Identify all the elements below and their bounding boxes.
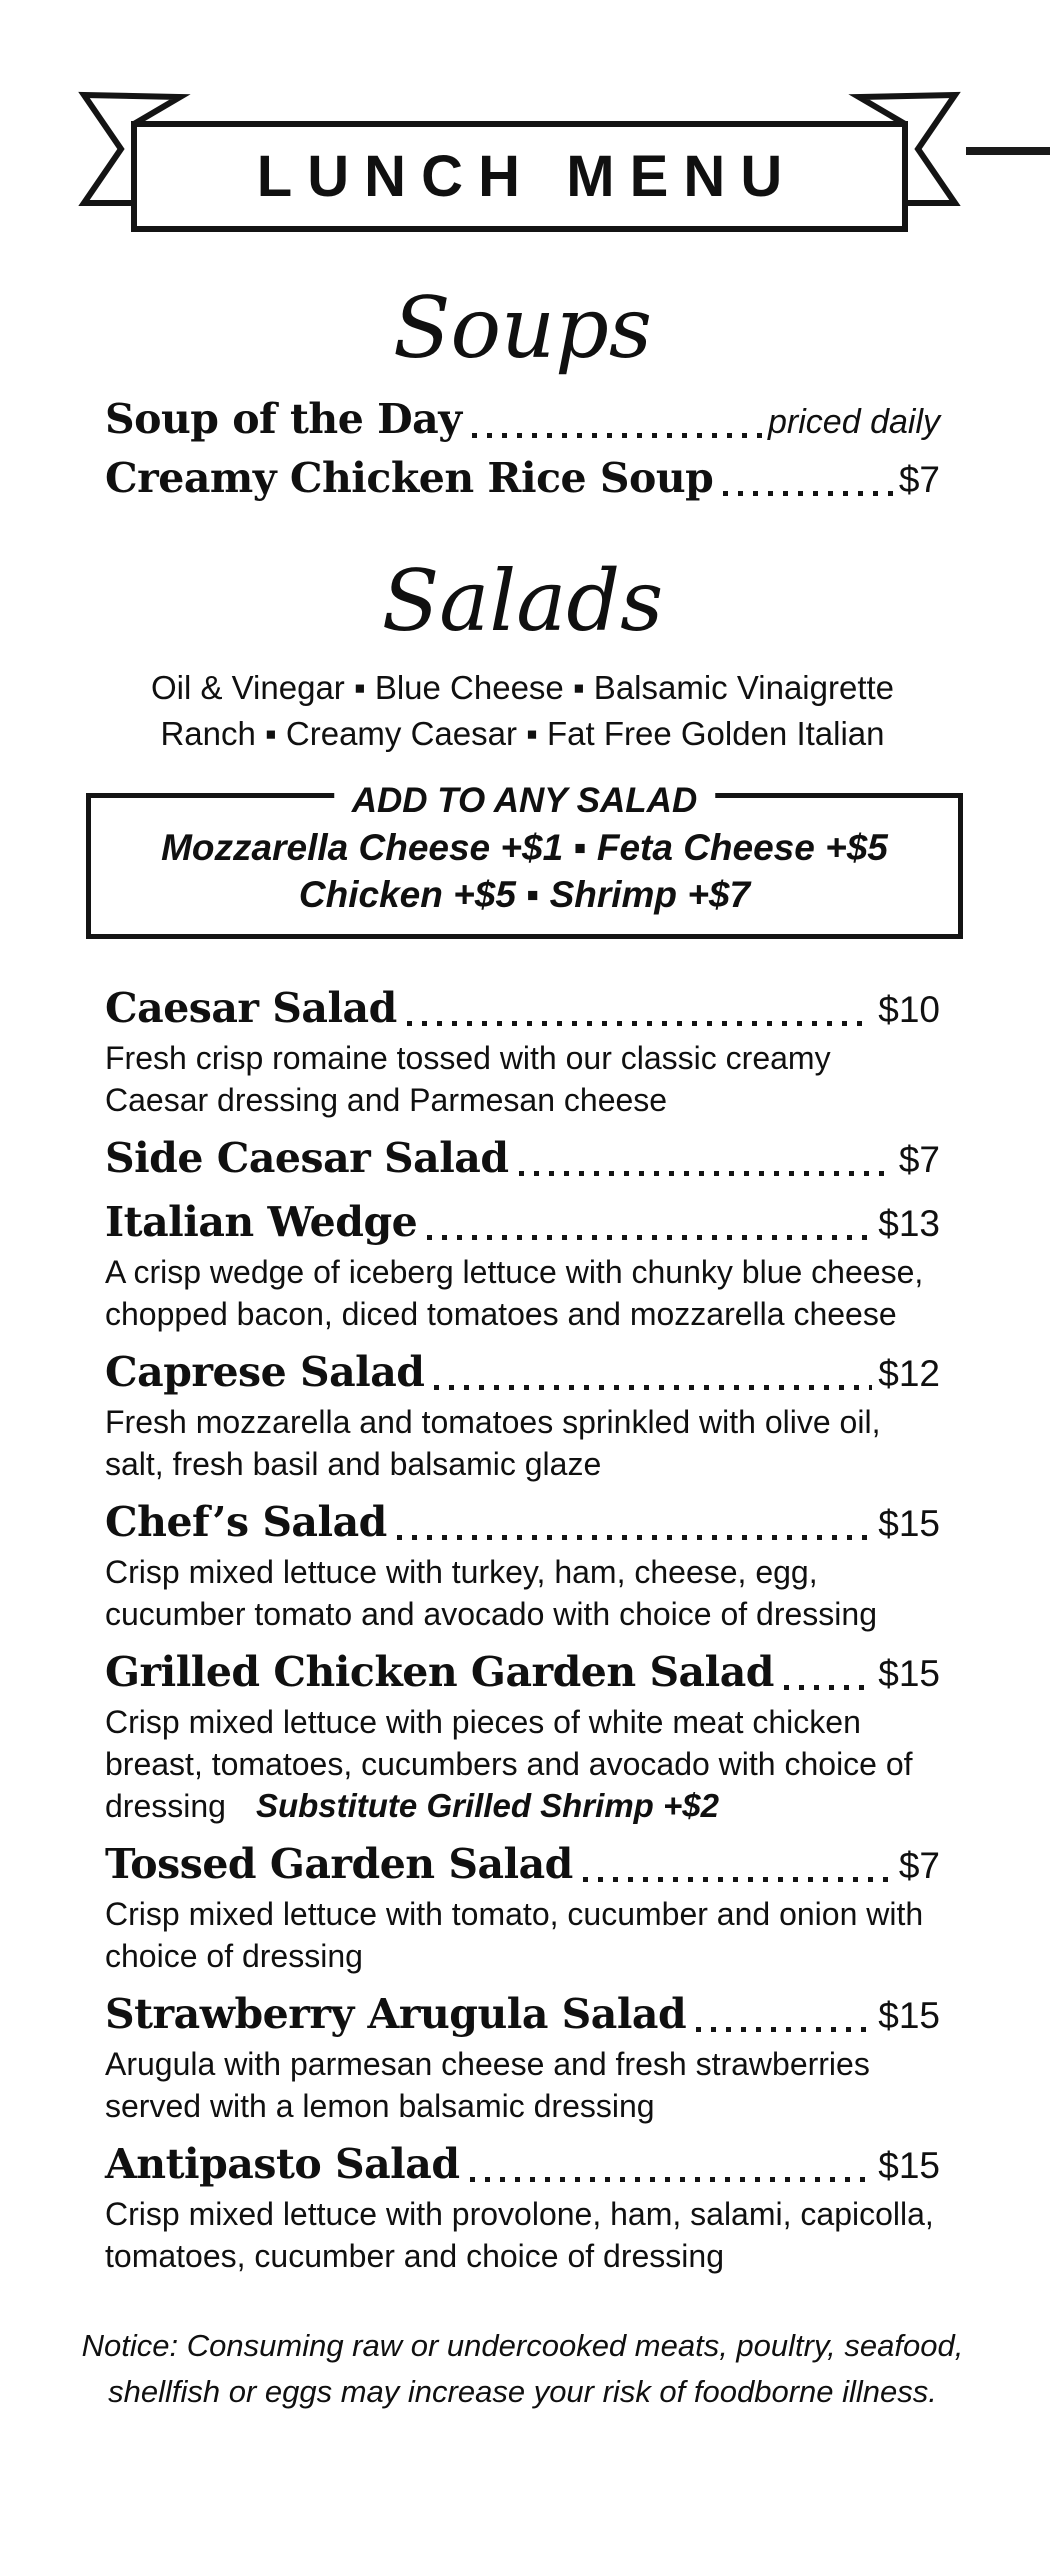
item-price: $12 xyxy=(878,1353,940,1394)
item-name: Caesar Salad xyxy=(105,984,397,1032)
item-description: Fresh mozzarella and tomatoes sprinkled with olive oil, salt, fresh basil and balsamic glaze xyxy=(105,1404,881,1482)
dressings-line: Oil & Vinegar ▪ Blue Cheese ▪ Balsamic Vinaigrette xyxy=(150,669,895,706)
dot-leader xyxy=(723,491,893,496)
item-description: Crisp mixed lettuce with turkey, ham, cheese, egg, cucumber tomato and avocado with choice of dressing xyxy=(105,1554,877,1632)
foodborne-illness-notice: Notice: Consuming raw or undercooked meats, poultry, seafood, shellfish or eggs may increase your risk of foodborne illness. xyxy=(81,2328,964,2409)
item-description: A crisp wedge of iceberg lettuce with chunky blue cheese, chopped bacon, diced tomatoes and mozzarella cheese xyxy=(105,1254,924,1332)
dot-leader xyxy=(470,2177,873,2182)
item-description: Fresh crisp romaine tossed with our classic creamy Caesar dressing and Parmesan cheese xyxy=(105,1040,831,1118)
dot-leader xyxy=(784,1685,872,1690)
item-description: Crisp mixed lettuce with tomato, cucumber and onion with choice of dressing xyxy=(105,1896,924,1974)
item-row xyxy=(105,983,940,1035)
dot-leader xyxy=(472,433,763,438)
item-substitution-note: Substitute Grilled Shrimp +$2 xyxy=(255,1787,719,1824)
item-name: Side Caesar Salad xyxy=(105,1134,509,1182)
menu-item-strawberry-arugula-salad xyxy=(105,1989,940,2127)
section-heading-salads: Salads xyxy=(381,552,664,650)
menu-item-caesar-salad xyxy=(105,983,940,1121)
item-price: $7 xyxy=(898,1845,940,1886)
item-name: Soup of the Day xyxy=(105,395,462,443)
dot-leader xyxy=(407,1021,872,1026)
menu-item-grilled-chicken-garden-salad xyxy=(105,1647,940,1827)
menu-item-antipasto-salad xyxy=(105,2139,940,2277)
section-heading-soups: Soups xyxy=(392,279,653,377)
add-to-any-salad-box xyxy=(86,781,963,939)
item-name: Antipasto Salad xyxy=(105,2140,460,2188)
menu-title: LUNCH MENU xyxy=(256,144,798,209)
menu-item-soup-of-the-day xyxy=(105,394,940,447)
add-box-line: Chicken +$5 ▪ Shrimp +$7 xyxy=(298,874,751,915)
item-row xyxy=(105,1197,940,1249)
dot-leader xyxy=(434,1385,872,1390)
item-price: $7 xyxy=(898,459,940,500)
item-row xyxy=(105,1839,940,1891)
item-row xyxy=(105,1989,940,2041)
menu-item-caprese-salad xyxy=(105,1347,940,1485)
item-row xyxy=(105,2139,940,2191)
salad-items-list xyxy=(105,983,940,2277)
item-name: Strawberry Arugula Salad xyxy=(105,1990,687,2038)
menu-item-chefs-salad xyxy=(105,1497,940,1635)
item-price: $7 xyxy=(898,1139,940,1180)
item-name: Creamy Chicken Rice Soup xyxy=(105,454,714,502)
item-price: $15 xyxy=(878,2145,940,2186)
item-price: priced daily xyxy=(768,403,940,441)
item-description xyxy=(105,1701,935,1827)
dressings-line: Ranch ▪ Creamy Caesar ▪ Fat Free Golden Italian xyxy=(160,715,885,752)
dot-leader xyxy=(397,1535,872,1540)
menu-item-side-caesar-salad xyxy=(105,1133,940,1185)
dot-leader xyxy=(427,1235,872,1240)
item-name: Chef’s Salad xyxy=(105,1498,387,1546)
item-name: Italian Wedge xyxy=(105,1198,418,1246)
add-box-line: Mozzarella Cheese +$1 ▪ Feta Cheese +$5 xyxy=(161,827,888,868)
item-name: Caprese Salad xyxy=(105,1348,425,1396)
dot-leader xyxy=(583,1877,893,1882)
item-name: Tossed Garden Salad xyxy=(105,1840,573,1888)
menu-item-tossed-garden-salad xyxy=(105,1839,940,1977)
dot-leader xyxy=(696,2027,872,2032)
item-price: $15 xyxy=(878,1653,940,1694)
item-description: Arugula with parmesan cheese and fresh strawberries served with a lemon balsamic dressing xyxy=(105,2046,870,2124)
item-row xyxy=(105,1133,940,1185)
menu-item-italian-wedge xyxy=(105,1197,940,1335)
item-row xyxy=(105,1647,940,1699)
menu-item-creamy-chicken-rice-soup xyxy=(105,453,940,505)
item-price: $10 xyxy=(878,989,940,1030)
add-box-title: ADD TO ANY SALAD xyxy=(334,782,716,820)
item-price: $13 xyxy=(878,1203,940,1244)
decorative-rule xyxy=(966,147,1050,155)
menu-content xyxy=(81,0,964,2415)
item-price: $15 xyxy=(878,1995,940,2036)
item-row xyxy=(105,1347,940,1399)
item-row xyxy=(105,1497,940,1549)
item-description-text: Crisp mixed lettuce with pieces of white meat chicken breast, tomatoes, cucumbers and avocado with choice of dressing xyxy=(105,1704,913,1824)
dot-leader xyxy=(519,1171,893,1176)
item-description: Crisp mixed lettuce with provolone, ham, salami, capicolla, tomatoes, cucumber and choice of dressing xyxy=(105,2196,934,2274)
item-name: Grilled Chicken Garden Salad xyxy=(105,1648,774,1696)
item-price: $15 xyxy=(878,1503,940,1544)
